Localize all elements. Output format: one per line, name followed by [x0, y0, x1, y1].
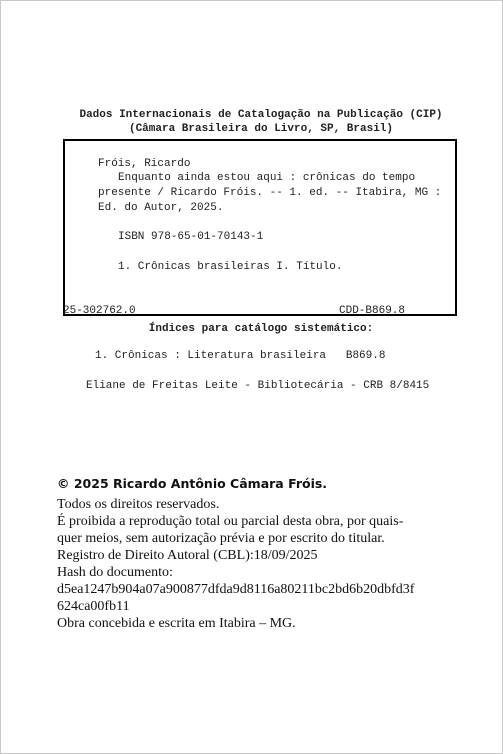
cip-author: Fróis, Ricardo	[98, 158, 191, 170]
systematic-index-entry: 1. Crônicas : Literatura brasileira B869.8	[95, 350, 386, 362]
cip-title-line: Enquanto ainda estou aqui : crônicas do tempo	[118, 172, 416, 184]
cip-isbn: ISBN 978-65-01-70143-1	[118, 231, 264, 243]
cip-heading: Dados Internacionais de Catalogação na Publicação (CIP)	[79, 109, 443, 121]
copyright-registration: Registro de Direito Autoral (CBL):18/09/2025	[57, 548, 318, 563]
prohibition-line-2: quer meios, sem autorização prévia e por escrito do titular.	[57, 531, 385, 546]
systematic-index-heading: Índices para catálogo sistemático:	[148, 323, 374, 335]
cip-publication-line: presente / Ricardo Fróis. -- 1. ed. -- Itabira, MG :	[98, 187, 442, 199]
librarian-credit: Eliane de Freitas Leite - Bibliotecária - CRB 8/8415	[86, 380, 430, 392]
cip-cdd: CDD-B869.8	[339, 305, 406, 317]
cip-subheading: (Câmara Brasileira do Livro, SP, Brasil)	[128, 123, 394, 135]
cip-subject: 1. Crônicas brasileiras I. Título.	[118, 261, 343, 273]
prohibition-line-1: É proibida a reprodução total ou parcial desta obra, por quais-	[57, 514, 404, 529]
hash-label: Hash do documento:	[57, 565, 173, 580]
cip-catalog-card	[63, 139, 457, 316]
cip-publisher-line: Ed. do Autor, 2025.	[98, 202, 224, 214]
origin-note: Obra concebida e escrita em Itabira – MG.	[57, 616, 296, 631]
copyright-title: © 2025 Ricardo Antônio Câmara Fróis.	[57, 476, 328, 491]
rights-reserved: Todos os direitos reservados.	[57, 497, 220, 512]
cip-control-number: 25-302762.0	[63, 305, 136, 317]
hash-value-line-1: d5ea1247b904a07a900877dfda9d8116a80211bc2bd6b20dbfd3f	[57, 582, 415, 597]
hash-value-line-2: 624ca00fb11	[57, 599, 130, 614]
